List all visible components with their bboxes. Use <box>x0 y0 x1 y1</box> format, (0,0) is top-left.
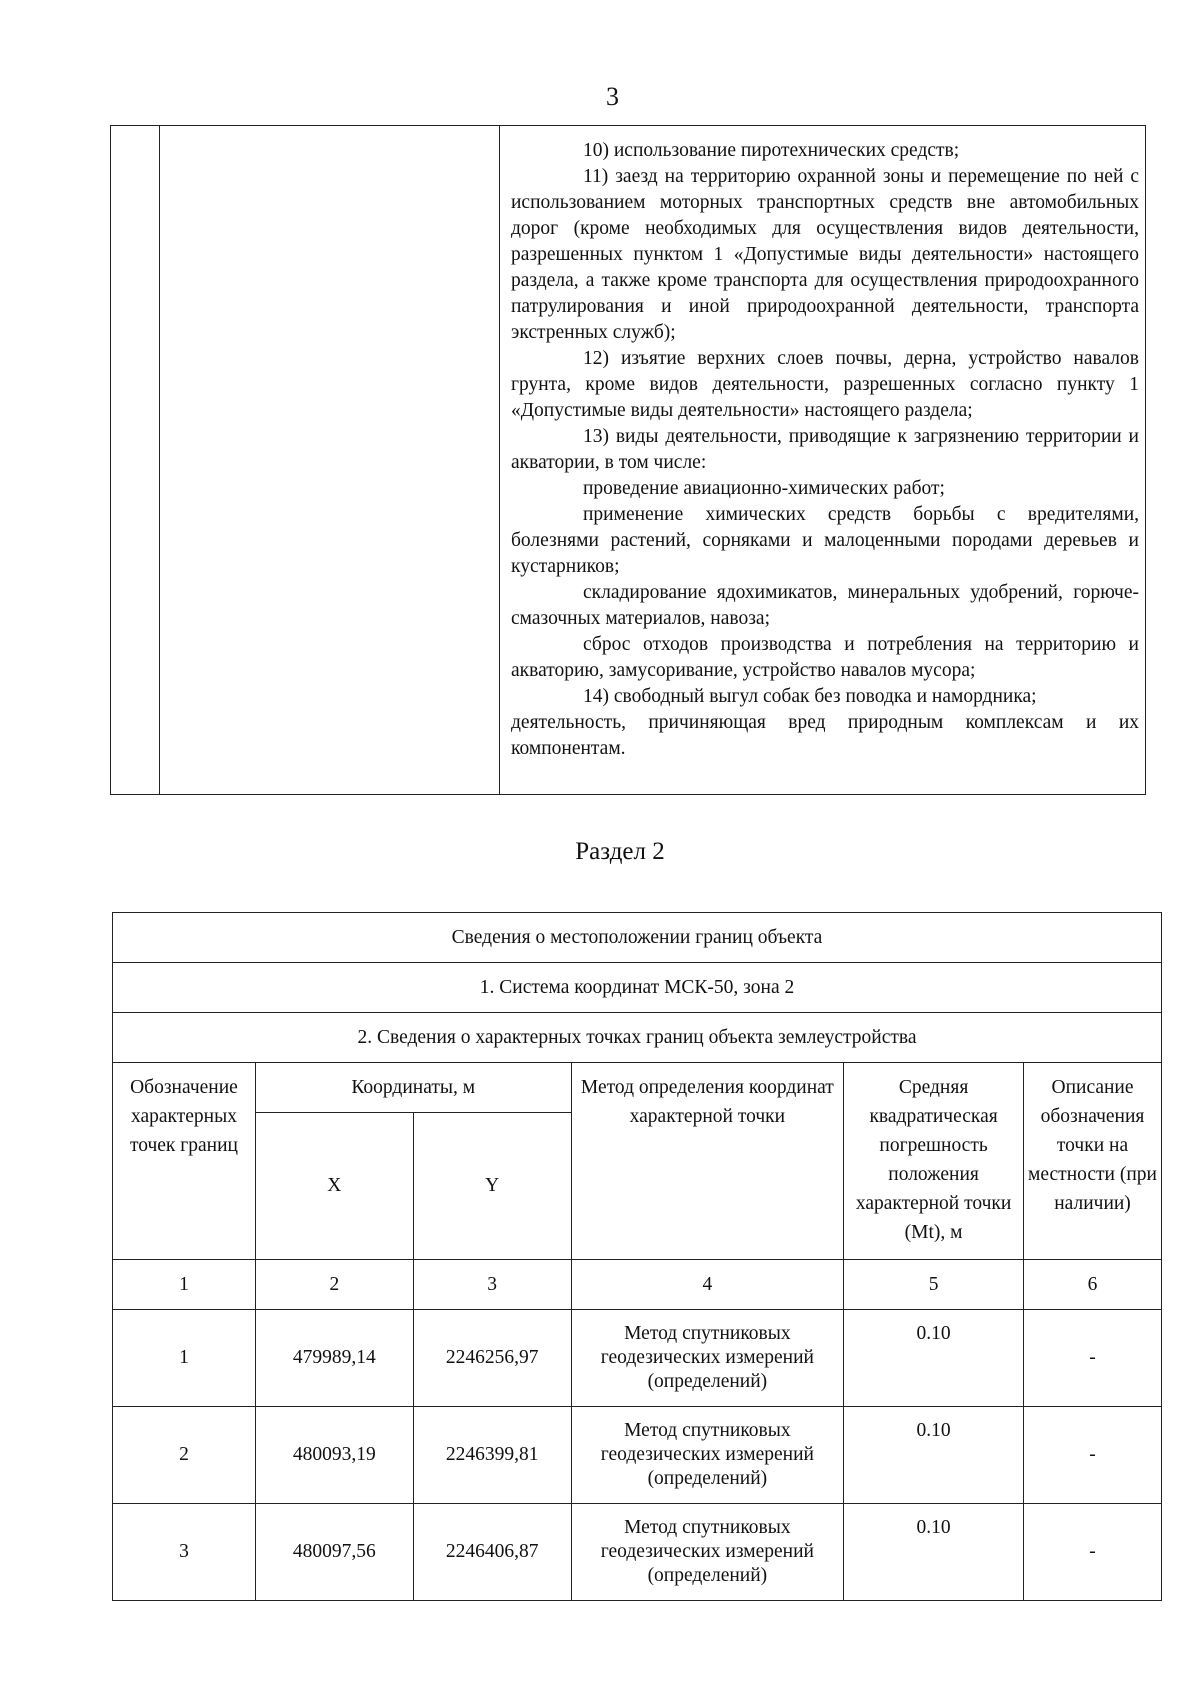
restriction-paragraph: 14) свободный выгул собак без поводка и намордника; <box>583 686 1037 707</box>
point-mt: 0.10 <box>844 1504 1024 1601</box>
point-id: 3 <box>113 1504 256 1601</box>
point-x: 480097,56 <box>255 1504 413 1601</box>
boundary-points-table <box>112 912 1162 1601</box>
header-error: Средняя квадратическая погрешность положения характерной точки (Mt), м <box>844 1063 1024 1260</box>
point-id: 1 <box>113 1310 256 1407</box>
column-number: 1 <box>113 1260 256 1310</box>
point-x: 480093,19 <box>255 1407 413 1504</box>
column-number: 4 <box>571 1260 844 1310</box>
restriction-paragraph: 13) виды деятельности, приводящие к загрязнению территории и акватории, в том числе: <box>511 426 1139 473</box>
point-description: - <box>1024 1504 1162 1601</box>
header-method: Метод определения координат характерной точки <box>571 1063 844 1260</box>
restrictions-name-column <box>159 126 500 794</box>
point-mt: 0.10 <box>844 1407 1024 1504</box>
restriction-paragraph: 12) изъятие верхних слоев почвы, дерна, устройство навалов грунта, кроме видов деятельности, разрешенных согласно пункту 1 «Допустимые виды деятельности» настоящего раздела; <box>511 348 1139 421</box>
header-coordinates: Координаты, м <box>255 1063 571 1113</box>
restriction-paragraph: 11) заезд на территорию охранной зоны и перемещение по ней с использованием моторных транспортных средств вне автомобильных дорог (кроме необходимых для осуществления видов деятельности, разрешенных пунктом 1 «Допустимые виды деятельности» настоящего раздела, а также кроме транспорта для осуществления природоохранного патрулирования и иной природоохранной деятельности, транспорта экстренных служб); <box>511 166 1139 343</box>
restriction-paragraph: сброс отходов производства и потребления на территорию и акваторию, замусоривание, устройство навалов мусора; <box>511 634 1139 681</box>
restriction-paragraph: 10) использование пиротехнических средств; <box>583 140 960 161</box>
column-number: 5 <box>844 1260 1024 1310</box>
point-method: Метод спутниковых геодезических измерений (определений) <box>571 1407 844 1504</box>
point-x: 479989,14 <box>255 1310 413 1407</box>
point-mt: 0.10 <box>844 1310 1024 1407</box>
restriction-paragraph: складирование ядохимикатов, минеральных удобрений, горюче-смазочных материалов, навоза; <box>511 582 1139 629</box>
point-id: 2 <box>113 1407 256 1504</box>
restriction-paragraph: проведение авиационно-химических работ; <box>583 478 945 499</box>
table-row <box>113 1407 1162 1504</box>
table-row <box>113 1504 1162 1601</box>
point-method: Метод спутниковых геодезических измерений (определений) <box>571 1504 844 1601</box>
restriction-paragraph: применение химических средств борьбы с вредителями, болезнями растений, сорняками и малоценными породами деревьев и кустарников; <box>511 504 1139 577</box>
restrictions-number-column <box>111 126 160 794</box>
column-number: 2 <box>255 1260 413 1310</box>
header-x: X <box>255 1113 413 1260</box>
coordinate-system: 1. Система координат МСК-50, зона 2 <box>113 963 1162 1013</box>
table-title: Сведения о местоположении границ объекта <box>113 913 1162 963</box>
table-row <box>113 1310 1162 1407</box>
restrictions-text-cell <box>501 126 1145 794</box>
restrictions-table <box>110 125 1146 795</box>
restriction-paragraph: деятельность, причиняющая вред природным комплексам и их компонентам. <box>511 712 1139 759</box>
point-description: - <box>1024 1310 1162 1407</box>
column-number: 3 <box>413 1260 571 1310</box>
point-y: 2246256,97 <box>413 1310 571 1407</box>
page-number: 3 <box>606 82 619 111</box>
header-designation: Обозначение характерных точек границ <box>113 1063 256 1260</box>
header-y: Y <box>413 1113 571 1260</box>
point-y: 2246406,87 <box>413 1504 571 1601</box>
column-number: 6 <box>1024 1260 1162 1310</box>
points-header: 2. Сведения о характерных точках границ объекта землеустройства <box>113 1013 1162 1063</box>
section-title: Раздел 2 <box>575 838 665 865</box>
point-y: 2246399,81 <box>413 1407 571 1504</box>
header-description: Описание обозначения точки на местности (при наличии) <box>1024 1063 1162 1260</box>
point-description: - <box>1024 1407 1162 1504</box>
point-method: Метод спутниковых геодезических измерений (определений) <box>571 1310 844 1407</box>
